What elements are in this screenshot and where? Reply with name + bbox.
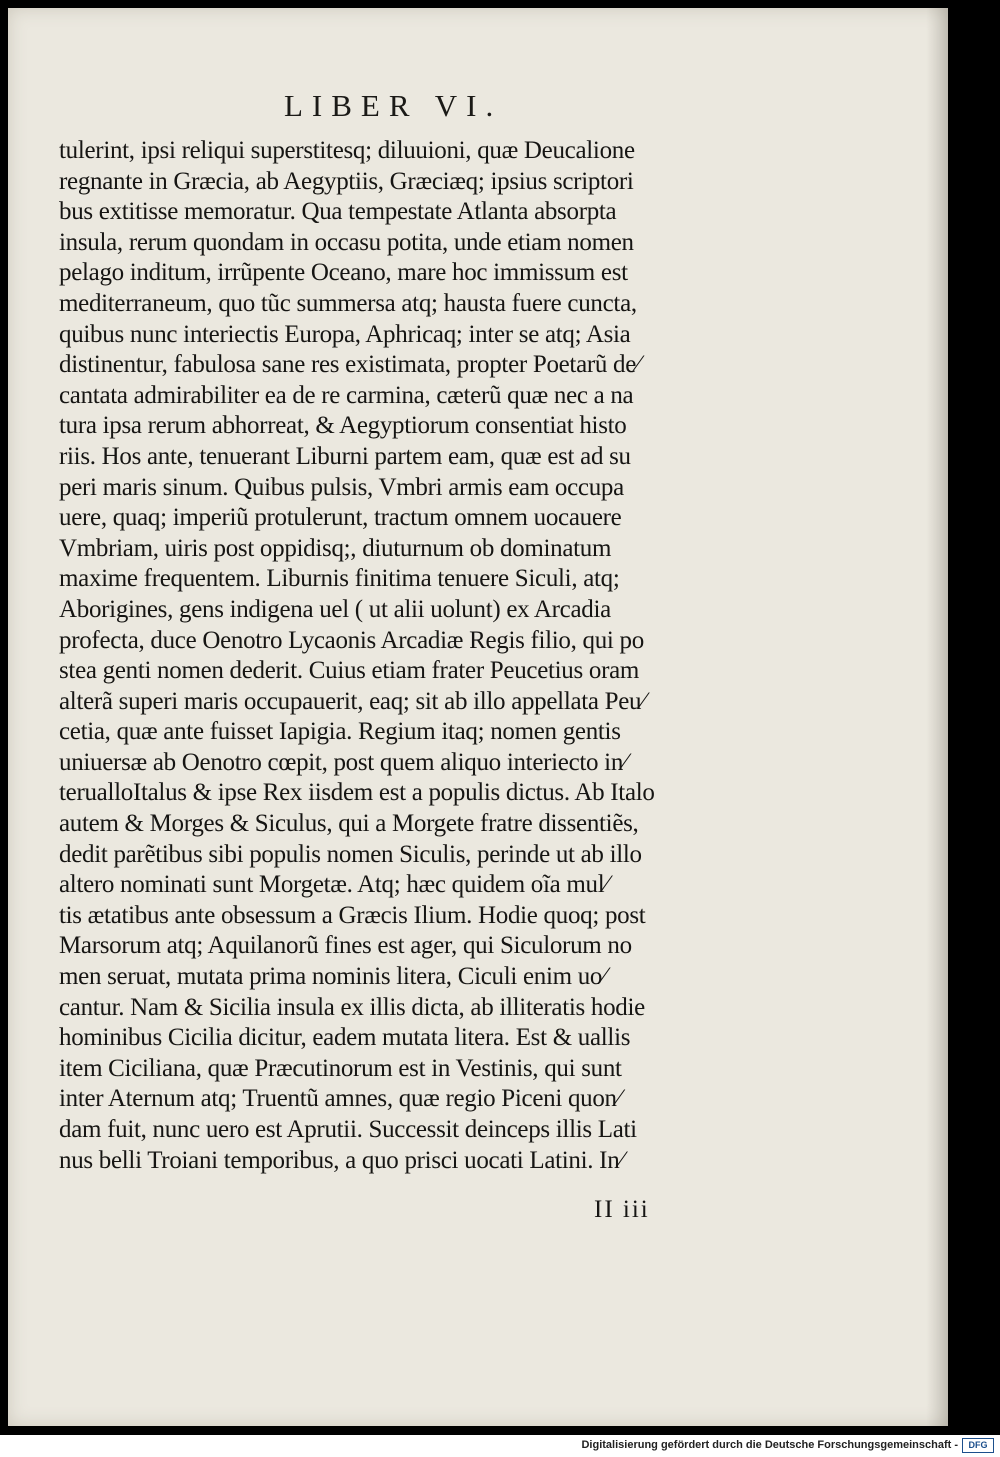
text-line: nus belli Troiani temporibus, a quo prisci uocati Latini. In⁄ [59,1146,624,1174]
text-line: tis ætatibus ante obsessum a Græcis Ilium. Hodie quoq; post [59,901,646,929]
text-line: tura ipsa rerum abhorreat, & Aegyptiorum consentiat histo [59,412,627,440]
text-line: distinentur, fabulosa sane res existimata, propter Poetarũ de⁄ [59,351,640,379]
text-line: dedit parẽtibus sibi populis nomen Siculis, perinde ut ab illo [59,840,642,868]
footer-bar [0,1435,1000,1457]
text-line: Aborigines, gens indigena uel ( ut alii uolunt) ex Arcadia [59,595,611,623]
text-line: cantata admirabiliter ea de re carmina, cæterũ quæ nec a na [59,381,634,409]
text-line: stea genti nomen dederit. Cuius etiam frater Peucetius oram [59,657,640,685]
text-line: insula, rerum quondam in occasu potita, unde etiam nomen [59,228,634,256]
text-line: quibus nunc interiectis Europa, Aphricaq; inter se atq; Asia [59,320,631,348]
text-line: uere, quaq; imperiũ protulerunt, tractum omnem uocauere [59,504,622,532]
text-line: regnante in Græcia, ab Aegyptiis, Græciæq; ipsius scriptori [59,167,634,195]
body-text [59,136,739,1176]
text-line: dam fuit, nunc uero est Aprutii. Successit deinceps illis Lati [59,1116,637,1143]
text-line: uniuersæ ab Oenotro cœpit, post quem aliquo interiecto in⁄ [59,748,627,776]
text-line: maxime frequentem. Liburnis finitima tenuere Siculi, atq; [59,565,620,593]
text-line: hominibus Cicilia dicitur, eadem mutata litera. Est & uallis [59,1024,631,1052]
text-line: tulerint, ipsi reliqui superstitesq; diluuioni, quæ Deucalione [59,137,635,164]
text-line: pelago inditum, irrũpente Oceano, mare hoc immissum est [59,259,628,287]
funding-credit: Digitalisierung gefördert durch die Deutsche Forschungsgemeinschaft - [581,1439,958,1451]
text-line: altero nominati sunt Morgetæ. Atq; hæc quidem oĩa mul⁄ [59,871,609,899]
text-line: riis. Hos ante, tenuerant Liburni partem eam, quæ est ad su [59,442,631,470]
text-line: men seruat, mutata prima nominis litera, Ciculi enim uo⁄ [59,963,606,991]
dfg-logo: DFG [962,1438,994,1453]
text-line: bus extitisse memoratur. Qua tempestate Atlanta absorpta [59,198,617,226]
signature-mark: II iii [594,1196,650,1223]
text-line: item Ciciliana, quæ Præcutinorum est in Vestinis, qui sunt [59,1054,622,1082]
text-line: alterã superi maris occupauerit, eaq; sit ab illo appellata Peu⁄ [59,687,646,715]
text-line: Vmbriam, uiris post oppidisq;, diuturnum ob dominatum [59,534,612,562]
text-line: mediterraneum, quo tũc summersa atq; hausta fuere cuncta, [59,289,637,317]
book-page [8,8,948,1426]
running-head: LIBER VI. [284,88,503,123]
text-line: Marsorum atq; Aquilanorũ fines est ager, qui Siculorum no [59,932,632,960]
page-edge-shadow [926,8,948,1426]
text-line: cantur. Nam & Sicilia insula ex illis dicta, ab illiteratis hodie [59,993,645,1021]
text-line: terualloItalus & ipse Rex iisdem est a populis dictus. Ab Italo [59,779,655,807]
text-line: inter Aternum atq; Truentũ amnes, quæ regio Piceni quon⁄ [59,1085,621,1113]
text-line: autem & Morges & Siculus, qui a Morgete fratre dissentiẽs, [59,810,639,838]
text-line: cetia, quæ ante fuisset Iapigia. Regium itaq; nomen gentis [59,718,621,746]
text-line: profecta, duce Oenotro Lycaonis Arcadiæ Regis filio, qui po [59,626,644,654]
text-line: peri maris sinum. Quibus pulsis, Vmbri armis eam occupa [59,473,624,501]
